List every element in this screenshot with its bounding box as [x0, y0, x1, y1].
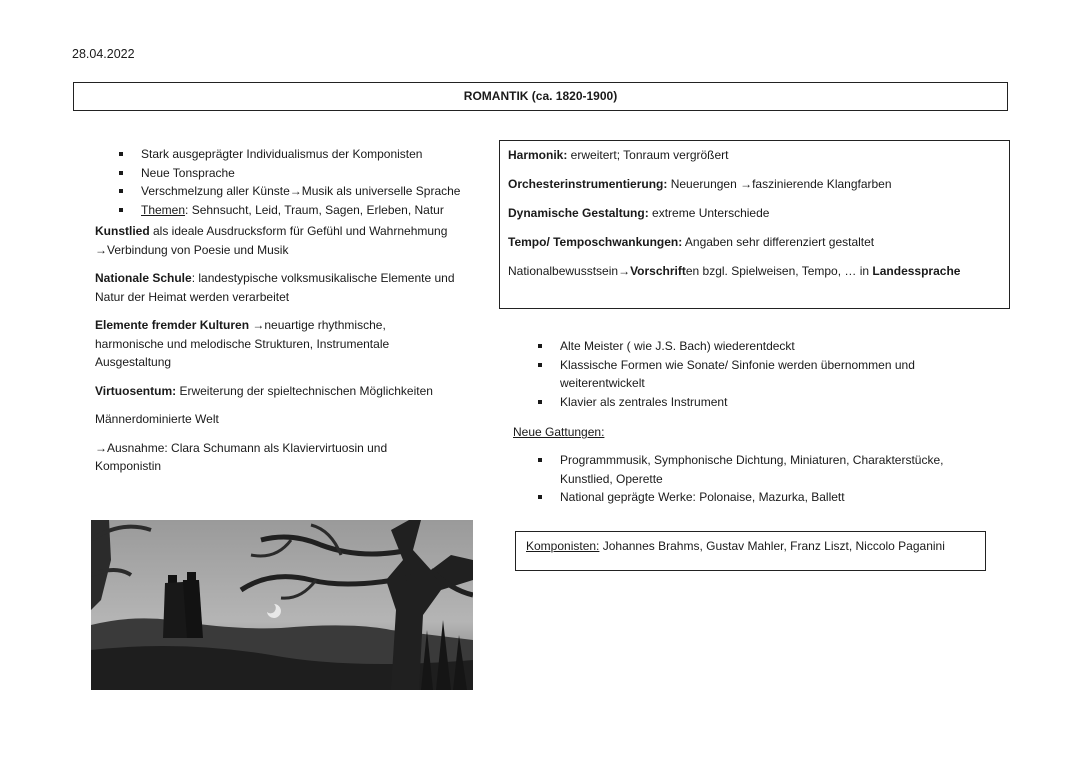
ausnahme-paragraph: →Ausnahme: Clara Schumann als Klaviervirtuosin und Komponistin — [95, 440, 388, 473]
painting-image — [91, 520, 473, 690]
nationale-schule-term: Nationale Schule — [95, 271, 192, 285]
harmonik-row — [508, 146, 1001, 165]
list-item: Klavier als zentrales Instrument — [516, 393, 986, 412]
harmonik-text: erweitert; Tonraum vergrößert — [567, 148, 729, 162]
maenner-paragraph: Männerdominierte Welt — [95, 412, 219, 426]
list-item: Neue Tonsprache — [97, 164, 477, 183]
tempo-row — [508, 233, 1001, 252]
list-item: Alte Meister ( wie J.S. Bach) wiederentdeckt — [516, 337, 986, 356]
gattungen-list — [516, 451, 986, 507]
national-pre: Nationalbewusstsein→ — [508, 264, 631, 278]
virtuosentum-term: Virtuosentum: — [95, 383, 177, 398]
list-item: Programmmusik, Symphonische Dichtung, Miniaturen, Charakterstücke, Kunstlied, Operette — [516, 451, 985, 488]
list-item: Stark ausgeprägter Individualismus der Komponisten — [97, 145, 477, 164]
nationale-schule-text: : landestypische volksmusikalische Elemente und Natur der Heimat werden verarbeitet — [95, 271, 455, 304]
virtuosentum-text: Erweiterung der spieltechnischen Möglichkeiten — [176, 383, 433, 398]
national-bold1: Vorschrift — [630, 264, 686, 278]
characteristics-box — [499, 140, 1010, 309]
list-item: Klassische Formen wie Sonate/ Sinfonie werden übernommen und weiterentwickelt — [516, 356, 960, 393]
fremde-kulturen-text: →neuartige rhythmische, harmonische und melodische Strukturen, Instrumentale Ausgestaltung — [95, 318, 390, 369]
moonlit-landscape-illustration — [91, 520, 473, 690]
national-mid: en bzgl. Spielweisen, Tempo, … in — [685, 264, 873, 278]
kunstlied-text: als ideale Ausdrucksform für Gefühl und Wahrnehmung — [149, 224, 448, 238]
tempo-text: Angaben sehr differenziert gestaltet — [682, 235, 875, 249]
komponisten-text: Johannes Brahms, Gustav Mahler, Franz Liszt, Niccolo Paganini — [599, 539, 945, 553]
document-date: 28.04.2022 — [72, 47, 135, 61]
tempo-term: Tempo/ Temposchwankungen: — [508, 235, 683, 249]
komponisten-box — [515, 531, 986, 571]
list-item — [97, 201, 477, 220]
neue-gattungen-label: Neue Gattungen: — [513, 425, 605, 439]
page-title: ROMANTIK (ca. 1820-1900) — [73, 82, 1008, 111]
nationale-schule-paragraph — [95, 269, 480, 306]
fremde-kulturen-paragraph — [95, 316, 425, 372]
harmonik-term: Harmonik: — [508, 148, 568, 162]
themen-label: Themen — [141, 202, 186, 217]
left-column — [97, 145, 477, 476]
forms-list — [516, 337, 986, 411]
dynamik-row — [508, 204, 1001, 223]
national-bold2: Landessprache — [872, 264, 961, 278]
themen-text: : Sehnsucht, Leid, Traum, Sagen, Erleben, Natur — [185, 202, 444, 217]
national-row — [508, 262, 1001, 281]
orchester-text: Neuerungen →faszinierende Klangfarben — [667, 177, 892, 191]
neue-gattungen-heading — [513, 423, 604, 442]
dynamik-term: Dynamische Gestaltung: — [508, 206, 649, 220]
komponisten-label: Komponisten: — [526, 539, 600, 553]
orchester-row — [508, 175, 1001, 194]
right-bullets — [516, 337, 986, 411]
gattungen-bullets — [516, 451, 986, 507]
kunstlied-line2: →Verbindung von Poesie und Musik — [95, 242, 289, 257]
orchester-term: Orchesterinstrumentierung: — [508, 177, 668, 191]
features-list — [97, 145, 477, 219]
virtuosentum-paragraph — [95, 382, 480, 401]
fremde-kulturen-term: Elemente fremder Kulturen — [95, 318, 250, 332]
list-item: National geprägte Werke: Polonaise, Mazurka, Ballett — [516, 488, 986, 507]
dynamik-text: extreme Unterschiede — [648, 206, 770, 220]
list-item: Verschmelzung aller Künste→Musik als universelle Sprache — [97, 182, 477, 201]
kunstlied-term: Kunstlied — [95, 224, 150, 238]
kunstlied-paragraph — [95, 222, 480, 259]
